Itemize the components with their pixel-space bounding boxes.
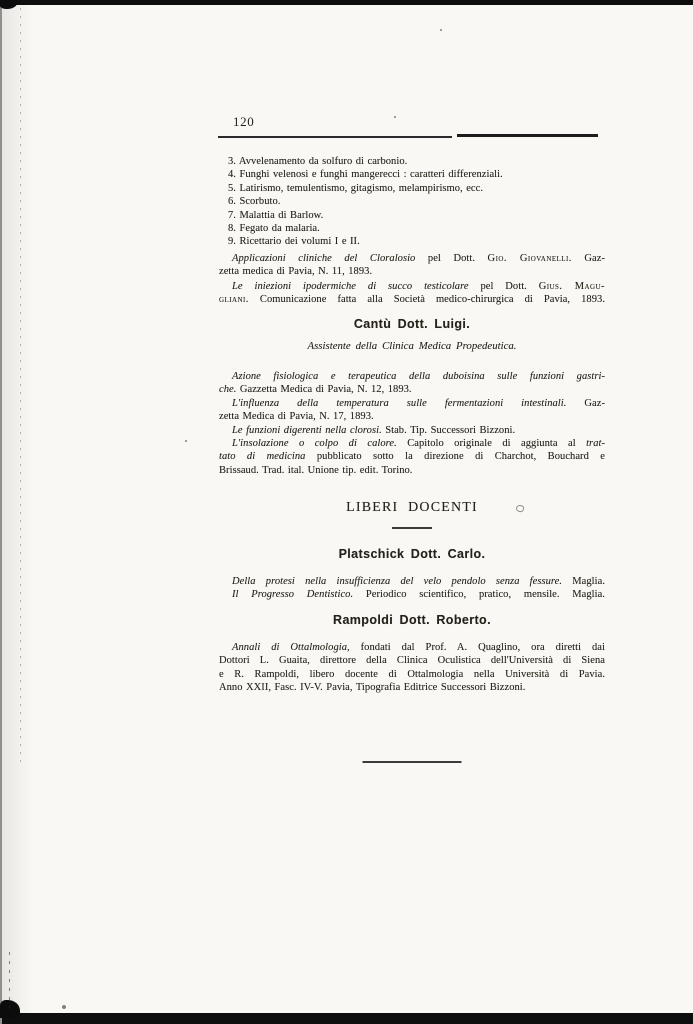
text-line [219, 681, 605, 694]
para-rampoldi-works [219, 641, 605, 695]
text-segment: pel Dott. [415, 253, 488, 264]
text-line [219, 155, 605, 168]
text-line [219, 370, 605, 383]
text-segment: Capitolo originale di aggiunta al [396, 438, 587, 450]
text-segment: 5. Latirismo, temulentismo, gitagismo, melampirismo, ecc. [228, 182, 484, 194]
text-line [219, 668, 605, 681]
text-segment: gliani. [219, 294, 249, 306]
text-line [219, 424, 605, 437]
text-segment: Della protesi nella insufficienza del velo pendolo senza fessure. [232, 576, 563, 587]
numbered-list [219, 155, 605, 249]
page-number: 120 [233, 114, 255, 129]
heading-platschick: Platschick Dott. Carlo. [338, 547, 486, 561]
text-line [219, 168, 605, 181]
text-segment: 7. Malattia di Barlow. [228, 209, 324, 221]
text-segment: 4. Funghi velenosi e funghi mangerecci : caratteri differenziali. [228, 169, 503, 181]
para-platschick-works [219, 575, 605, 602]
text-line [219, 410, 605, 423]
text-segment: zetta Medica di Pavia, N. 17, 1893. [219, 411, 374, 423]
text-segment: Dottori L. Guaita, direttore della Clinica Oculistica dell'Università di Siena [219, 655, 605, 667]
text-column [219, 0, 605, 1024]
text-segment: trat- [586, 438, 606, 450]
text-line [219, 383, 605, 396]
text-segment: Gazzetta Medica di Pavia, N. 12, 1893. [236, 384, 412, 396]
text-line [219, 464, 605, 477]
text-segment: 6. Scorbuto. [228, 196, 281, 208]
text-segment: Le iniezioni ipodermiche di succo testicolare [232, 281, 469, 292]
text-line [219, 252, 605, 265]
text-segment: e R. Rampoldi, libero docente di Ottalmologia nella Università di Pavia. [219, 668, 605, 680]
text-segment: Comunicazione fatta alla Società medico-chirurgica di Pavia, 1893. [248, 294, 605, 306]
margin-dotted-line-bottom [9, 952, 10, 1010]
text-segment: 3. Avvelenamento da solfuro di carbonio. [228, 156, 408, 167]
text-line [219, 293, 605, 306]
text-segment: Gaz- [566, 397, 605, 409]
scan-blob-bottom-left [0, 1000, 20, 1018]
text-line [219, 222, 605, 235]
text-segment: Il Progresso Dentistico. [232, 589, 354, 601]
scan-edge-left [0, 0, 2, 1024]
text-segment: L'insolazione o colpo di calore. [232, 438, 397, 450]
ink-speck [62, 1005, 66, 1009]
subtitle-cantu: Assistente della Clinica Medica Propedeutica. [307, 340, 517, 352]
text-segment: Stab. Tip. Successori Bizzoni. [381, 424, 516, 436]
text-segment: che. [219, 384, 237, 396]
text-line [219, 280, 605, 293]
text-segment: fondati dal Prof. A. Quaglino, ora diretti dai [349, 642, 605, 653]
text-segment: Brissaud. Trad. ital. Unione tip. edit. Torino. [219, 464, 413, 476]
ink-speck [185, 440, 187, 442]
text-line [219, 450, 605, 463]
para-cantu-works [219, 370, 605, 477]
text-line [219, 575, 605, 588]
text-segment: Applicazioni cliniche del Cloralosio [232, 253, 416, 264]
para-iniezioni [219, 280, 605, 307]
end-rule [363, 761, 462, 763]
text-segment: Gio. Giovanelli. [487, 253, 572, 264]
gutter-shade [0, 0, 34, 1024]
text-line [219, 182, 605, 195]
text-line [219, 397, 605, 410]
heading-rampoldi: Rampoldi Dott. Roberto. [333, 613, 491, 627]
text-segment: Periodico scientifico, pratico, mensile. Maglia. [353, 589, 605, 601]
text-segment: Azione fisiologica e terapeutica della duboisina sulle funzioni gastri- [232, 371, 605, 382]
text-line [219, 641, 605, 654]
text-segment: zetta medica di Pavia, N. 11, 1893. [219, 266, 373, 278]
text-line [219, 209, 605, 222]
text-segment: Anno XXII, Fasc. IV-V. Pavia, Tipografia Editrice Successori Bizzoni. [219, 682, 526, 694]
text-segment: pel Dott. [468, 281, 539, 292]
text-line [219, 235, 605, 248]
heading-cantu: Cantù Dott. Luigi. [353, 317, 471, 331]
text-segment: Maglia. [562, 576, 605, 587]
text-segment: pubblicato sotto la direzione di Charchot, Bouchard e [305, 451, 605, 463]
text-segment: tato di medicina [219, 451, 306, 463]
divider-liberi [392, 527, 432, 529]
text-line [219, 588, 605, 601]
text-line [219, 437, 605, 450]
text-segment: 9. Ricettario dei volumi I e II. [228, 236, 360, 248]
para-cloralosio [219, 252, 605, 279]
margin-dotted-line [20, 8, 21, 764]
heading-liberi-docenti: LIBERI DOCENTI [346, 500, 478, 515]
text-segment: Le funzioni digerenti nella clorosi. [232, 424, 382, 436]
text-segment: 8. Fegato da malaria. [228, 223, 320, 235]
text-segment: Gaz- [571, 253, 606, 264]
text-segment: L'influenza della temperatura sulle fermentazioni intestinali. [232, 397, 567, 409]
text-segment: Annali di Ottalmologia, [232, 642, 350, 653]
text-line [219, 654, 605, 667]
text-line [219, 265, 605, 278]
text-line [219, 195, 605, 208]
text-segment: Gius. Magu- [538, 281, 605, 292]
